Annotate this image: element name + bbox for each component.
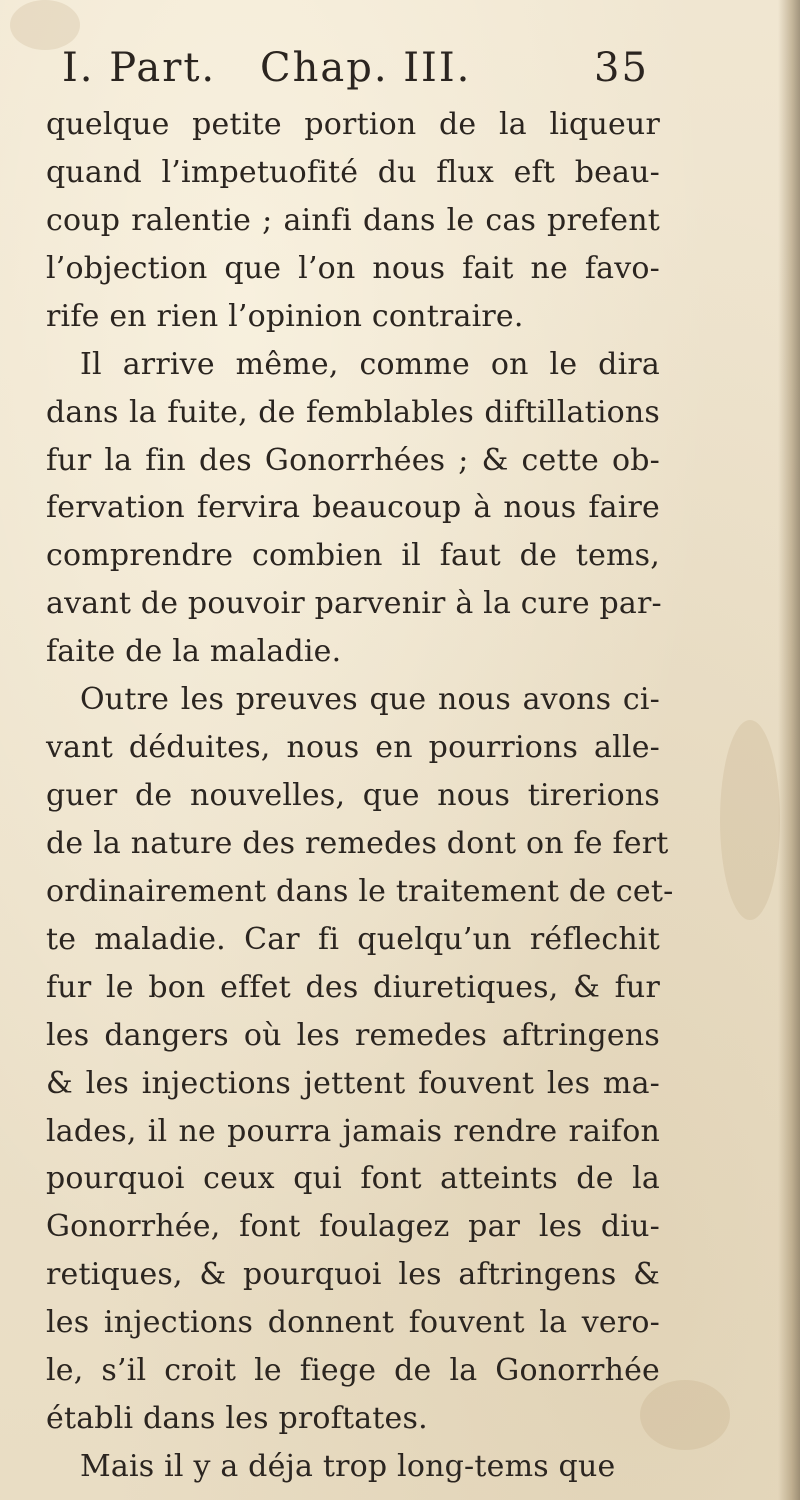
text-line: rife en rien l’opinion contraire. — [46, 299, 524, 334]
text-line: vant déduites, nous en pourrions alle- — [46, 730, 660, 765]
text-line: Il arrive même, comme on le dira — [80, 347, 660, 382]
text-line: quand l’impetuofité du flux eft beau- — [46, 155, 660, 190]
text-line: de la nature des remedes dont on fe fert — [46, 826, 669, 861]
text-line: les dangers où les remedes aftringens — [46, 1018, 660, 1053]
text-line: guer de nouvelles, que nous tirerions — [46, 778, 660, 813]
text-line: pourquoi ceux qui font atteints de la — [46, 1161, 660, 1196]
text-line: comprendre combien il faut de tems, — [46, 538, 660, 573]
text-line: coup ralentie ; ainfi dans le cas prefent — [46, 203, 660, 238]
header-page-number: 35 — [594, 45, 649, 91]
text-line: avant de pouvoir parvenir à la cure par- — [46, 586, 662, 621]
text-line: dans la fuite, de femblables diftillations — [46, 395, 660, 430]
text-line: lades, il ne pourra jamais rendre raifon — [46, 1114, 660, 1149]
text-line: fur la fin des Gonorrhées ; & cette ob- — [46, 443, 660, 478]
text-line: l’objection que l’on nous fait ne favo- — [46, 251, 660, 286]
text-line: le, s’il croit le fiege de la Gonorrhée — [46, 1353, 660, 1388]
text-line: Mais il y a déja trop long-tems que — [80, 1449, 616, 1484]
text-line: fur le bon effet des diuretiques, & fur — [46, 970, 660, 1005]
text-line: te maladie. Car fi quelqu’un réflechit — [46, 922, 660, 957]
header-part: I. Part. — [62, 45, 217, 91]
text-line: les injections donnent fouvent la vero- — [46, 1305, 660, 1340]
header-chapter: Chap. III. — [260, 45, 472, 91]
text-line: ordinairement dans le traitement de cet- — [46, 874, 674, 909]
text-line: quelque petite portion de la liqueur — [46, 107, 660, 142]
text-line: fervation fervira beaucoup à nous faire — [46, 490, 660, 525]
text-line: Outre les preuves que nous avons ci- — [80, 682, 660, 717]
text-line: Gonorrhée, font foulagez par les diu- — [46, 1209, 660, 1244]
text-line: établi dans les proftates. — [46, 1401, 428, 1436]
text-line: faite de la maladie. — [46, 634, 342, 669]
text-line: & les injections jettent fouvent les ma- — [46, 1066, 660, 1101]
text-line: retiques, & pourquoi les aftringens & — [46, 1257, 660, 1292]
